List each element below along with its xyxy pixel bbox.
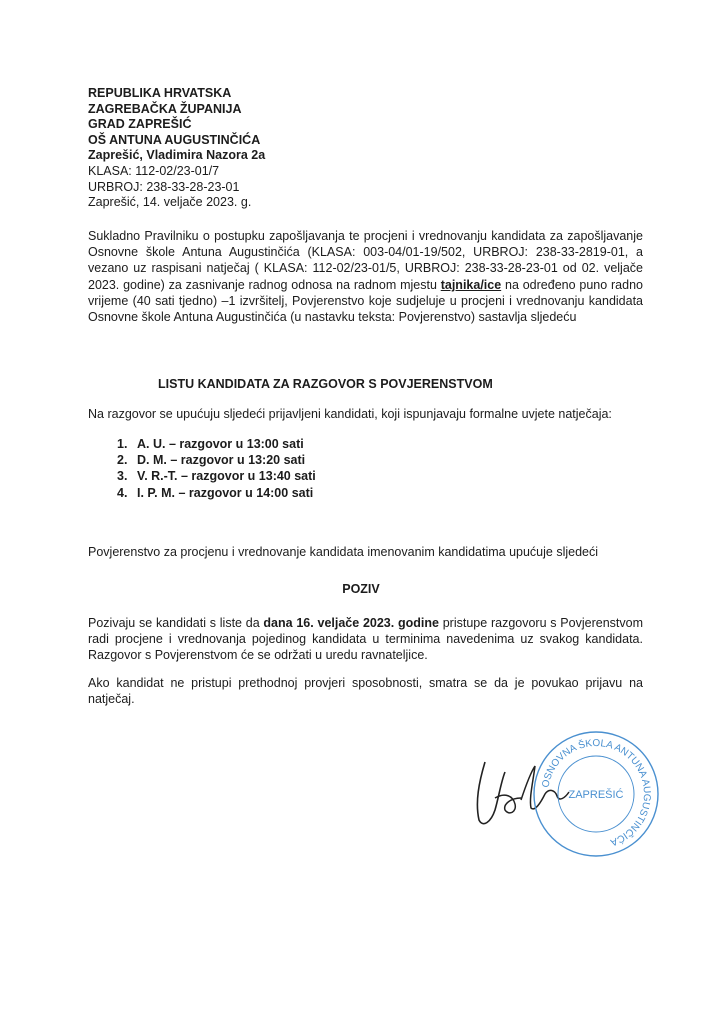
intro-paragraph xyxy=(88,228,643,325)
intro-position: tajnika/ice xyxy=(440,277,502,292)
stamp-center-text: ZAPREŠIĆ xyxy=(568,789,624,801)
list-item-text: V. R.-T. – razgovor u 13:40 sati xyxy=(137,469,316,484)
intro-text-1: Sukladno Pravilniku o postupku zapošljavanja te procjeni i vrednovanju kandidata za zapošljavanje Osnovne škole Antuna Augustinčića (KLASA: 003-04/01-19/502, URBROJ: 238-33-2819-01, a vezano uz raspisani natječaj ( KLASA: 112-02/23-01/5, URBROJ: 238-33-28-23-01 od 02. veljače 2023. godine) za zasnivanje radnog odnosa na radnom mjestu xyxy=(88,229,643,292)
committee-text: Povjerenstvo za procjenu i vrednovanje kandidata imenovanim kandidatima upućuje sljedeći xyxy=(88,545,599,559)
poziv-heading: POZIV xyxy=(342,582,380,596)
stamp-ring-text: OSNOVNA ŠKOLA ANTUNA AUGUSTINČIĆA xyxy=(540,737,653,848)
list-item xyxy=(117,468,316,484)
header-urbroj: URBROJ: 238-33-28-23-01 xyxy=(88,179,240,194)
header-county: ZAGREBAČKA ŽUPANIJA xyxy=(88,101,242,116)
header-city: GRAD ZAPREŠIĆ xyxy=(88,117,192,132)
list-item xyxy=(117,452,316,468)
poziv-paragraph xyxy=(88,615,643,664)
closing-paragraph: Ako kandidat ne pristupi prethodnoj provjeri sposobnosti, smatra se da je povukao prijavu na natječaj. xyxy=(88,676,643,707)
school-stamp xyxy=(530,728,662,860)
candidate-list-lead: Na razgovor se upućuju sljedeći prijavljeni kandidati, koji ispunjavaju formalne uvjete natječaja: xyxy=(88,407,612,421)
list-item-text: D. M. – razgovor u 13:20 sati xyxy=(137,453,306,468)
intro-text-2: na određeno puno radno vrijeme (40 sati tjedno) –1 izvršitelj, Povjerenstvo koje sudjeluje u procjeni i vrednovanju kandidata Osnovne škole Antuna Augustinčića (u nastavku teksta: Povjerenstvo) sastavlja sljedeću xyxy=(88,277,643,325)
poziv-text-1: Pozivaju se kandidati s liste da xyxy=(88,616,264,630)
institution-header xyxy=(88,86,265,211)
list-item xyxy=(117,436,316,452)
list-item xyxy=(117,485,316,501)
list-item-text: A. U. – razgovor u 13:00 sati xyxy=(137,437,304,451)
candidate-list xyxy=(117,436,316,501)
list-item-number: 2. xyxy=(117,453,128,468)
poziv-date: dana 16. veljače 2023. godine xyxy=(263,616,439,630)
list-item-text: I. P. M. – razgovor u 14:00 sati xyxy=(137,485,314,500)
list-item-number: 4. xyxy=(117,485,128,500)
header-school: OŠ ANTUNA AUGUSTINČIĆA xyxy=(88,132,261,147)
poziv-text-2: pristupe razgovoru s Povjerenstvom radi procjene i vrednovanja pojedinog kandidata u terminima navedenima uz svakog kandidata. Razgovor s Povjerenstvom će se održati u uredu ravnateljice. xyxy=(88,616,643,663)
list-item-number: 1. xyxy=(117,437,128,451)
candidate-list-title: LISTU KANDIDATA ZA RAZGOVOR S POVJERENSTVOM xyxy=(158,377,493,391)
header-address: Zaprešić, Vladimira Nazora 2a xyxy=(88,148,266,163)
header-republic: REPUBLIKA HRVATSKA xyxy=(88,86,232,100)
list-item-number: 3. xyxy=(117,469,128,484)
header-date: Zaprešić, 14. veljače 2023. g. xyxy=(88,195,252,210)
header-klasa: KLASA: 112-02/23-01/7 xyxy=(88,163,220,178)
